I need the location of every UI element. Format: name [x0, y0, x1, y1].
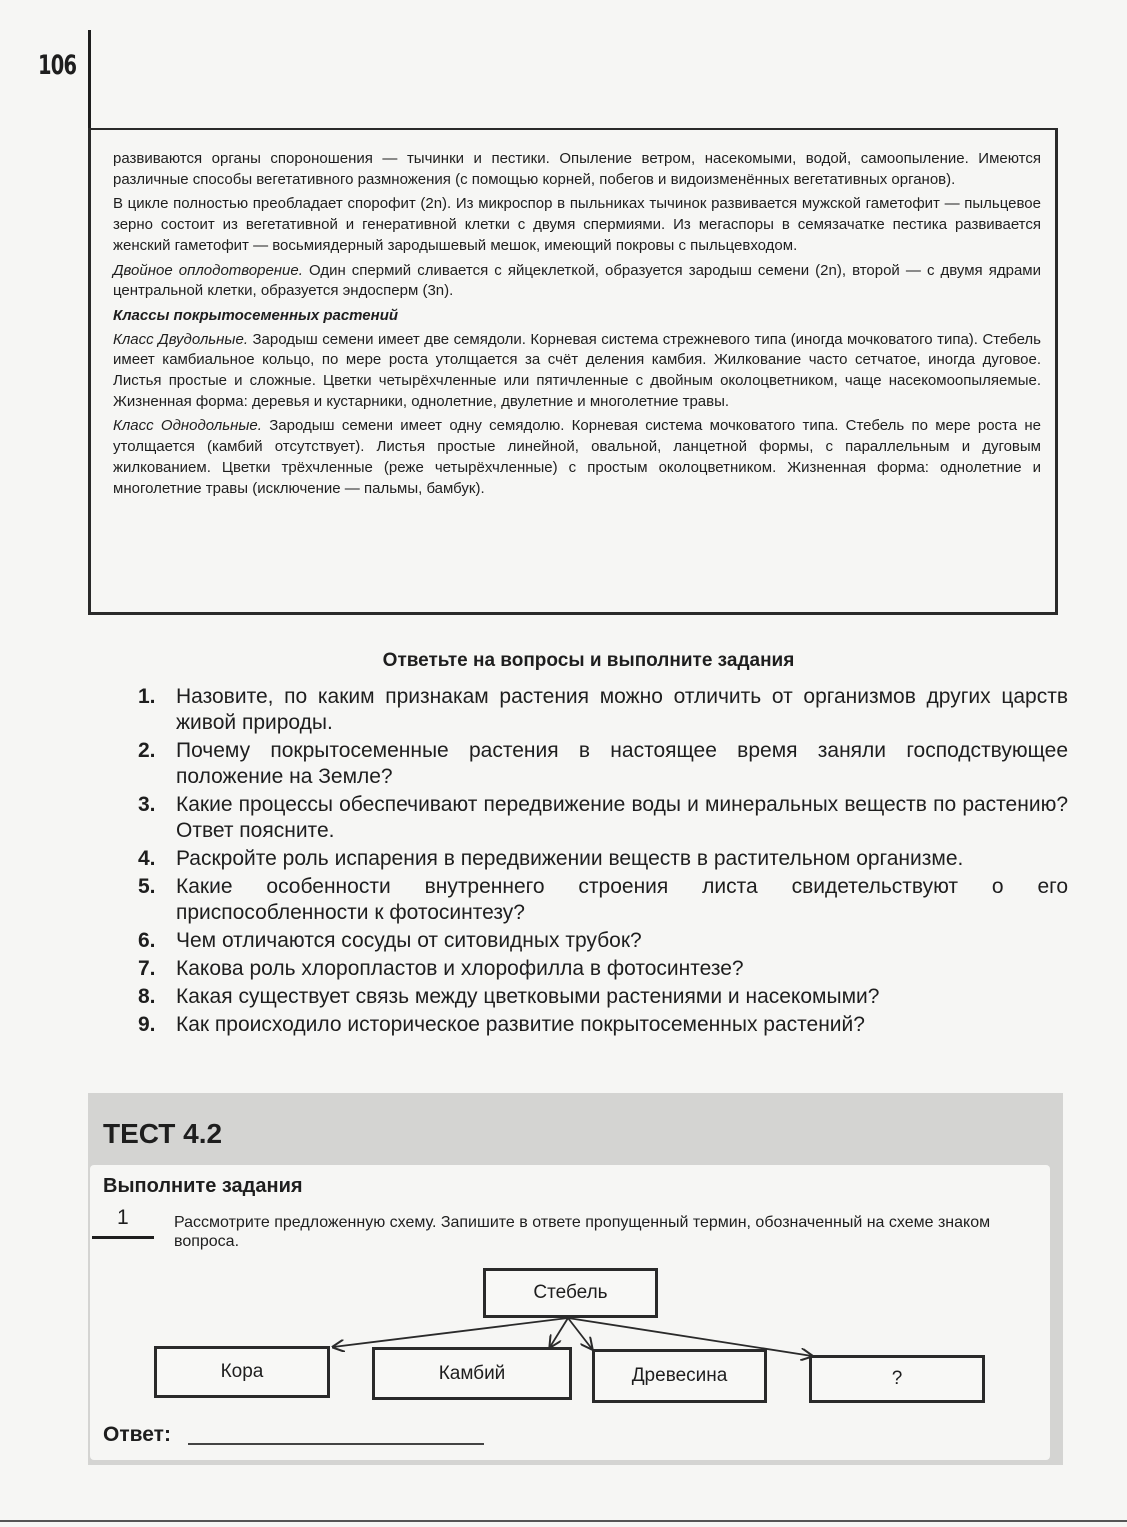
- question-number: 9.: [138, 1013, 156, 1036]
- theory-subheading: Классы покрытосеменных растений: [113, 306, 399, 324]
- questions-title: Ответьте на вопросы и выполните задания: [382, 650, 795, 671]
- scheme-root-box: Стебель: [483, 1268, 658, 1318]
- task-number: 1: [117, 1206, 129, 1229]
- question-number: 7.: [138, 957, 156, 980]
- tasks-heading: Выполните задания: [103, 1175, 303, 1197]
- scheme-box-kambiy: Камбий: [372, 1347, 572, 1400]
- question-text: Почему покрытосеменные растения в настоящее время заняли господствующее положение на Земле?: [176, 739, 1068, 788]
- question-text: Какие особенности внутреннего строения листа свидетельствуют о его приспособленности к фотосинтезу?: [176, 875, 1068, 924]
- scheme-box-missing: ?: [809, 1355, 985, 1403]
- answer-label: Ответ:: [103, 1423, 171, 1446]
- connector-kambiy: [550, 1318, 568, 1347]
- question-text: Какие процессы обеспечивают передвижение воды и минеральных веществ по растению? Ответ поясните.: [176, 793, 1068, 842]
- question-number: 4.: [138, 847, 156, 870]
- question-text: Раскройте роль испарения в передвижении веществ в растительном организме.: [176, 847, 964, 870]
- theory-text: Зародыш семени имеет две семядоли. Корневая система стрежневого типа (иногда мочковатого типа). Стебель имеет камбиальное кольцо, по мере роста утолщается за счёт деления камбия. Жилкование часто сетчатое, иногда дуговое. Листья простые и сложные. Цветки четырёхчленные или пятичленные с двойным околоцветником, чаще насекомоопыляемые. Жизненная форма: деревья и кустарники, однолетние, двулетние и многолетние травы.: [113, 330, 1041, 410]
- question-text: Как происходило историческое развитие покрытосеменных растений?: [176, 1013, 865, 1036]
- page-number: 106: [38, 50, 77, 81]
- question-text: Какова роль хлоропластов и хлорофилла в фотосинтезе?: [176, 957, 744, 980]
- question-text: Какая существует связь между цветковыми растениями и насекомыми?: [176, 985, 880, 1008]
- question-number: 8.: [138, 985, 156, 1008]
- question-text: Назовите, по каким признакам растения можно отличить от организмов других царств живой природы.: [176, 685, 1068, 734]
- theory-text: Один спермий сливается с яйцеклеткой, образуется зародыш семени (2n), второй — с двумя ядрами центральной клетки, образуется эндосперм (3n).: [113, 261, 1041, 300]
- test-title: ТЕСТ 4.2: [103, 1118, 223, 1149]
- connector-kora: [333, 1318, 568, 1347]
- question-number: 2.: [138, 739, 156, 762]
- connector-drevesina: [568, 1318, 592, 1349]
- scheme-box-drevesina: Древесина: [592, 1349, 767, 1403]
- question-number: 1.: [138, 685, 156, 708]
- bottom-rule: [0, 1520, 1127, 1522]
- question-text: Чем отличаются сосуды от ситовидных трубок?: [176, 929, 642, 952]
- theory-text: Зародыш семени имеет одну семядолю. Корневая система мочковатого типа. Стебель по мере роста не утолщается (камбий отсутствует). Листья простые линейной, овальной, ланцетной формы, с параллельным и дуговым жилкованием. Цветки трёхчленные (реже четырёхчленные) с простым околоцветником. Жизненная форма: однолетние и многолетние травы (исключение — пальмы, бамбук).: [113, 417, 1041, 497]
- answer-line[interactable]: [188, 1443, 484, 1445]
- theory-paragraph: В цикле полностью преобладает спорофит (2n). Из микроспор в пыльниках тычинок развивается мужской гаметофит — пыльцевое зерно состоит из вегетативной и генеративной клетки с двумя спермиями. Из мегаспоры в семязачатке пестика развивается женский гаметофит — восьмиядерный зародышевый мешок, имеющий покровы с пыльцевходом.: [113, 195, 1041, 254]
- question-number: 6.: [138, 929, 156, 952]
- question-number: 5.: [138, 875, 156, 898]
- question-number: 3.: [138, 793, 156, 816]
- scheme-box-kora: Кора: [154, 1346, 330, 1398]
- term-lead: Двойное оплодотворение.: [113, 261, 303, 279]
- term-lead: Класс Двудольные.: [113, 330, 248, 348]
- theory-paragraph: развиваются органы спороношения — тычинки и пестики. Опыление ветром, насекомыми, водой, самоопыление. Имеются различные способы вегетативного размножения (с помощью корней, побегов и видоизменённых вегетативных органов).: [113, 150, 1041, 188]
- term-lead: Класс Однодольные.: [113, 417, 262, 435]
- task-text: Рассмотрите предложенную схему. Запишите в ответе пропущенный термин, обозначенный на схеме знаком вопроса.: [174, 1214, 991, 1250]
